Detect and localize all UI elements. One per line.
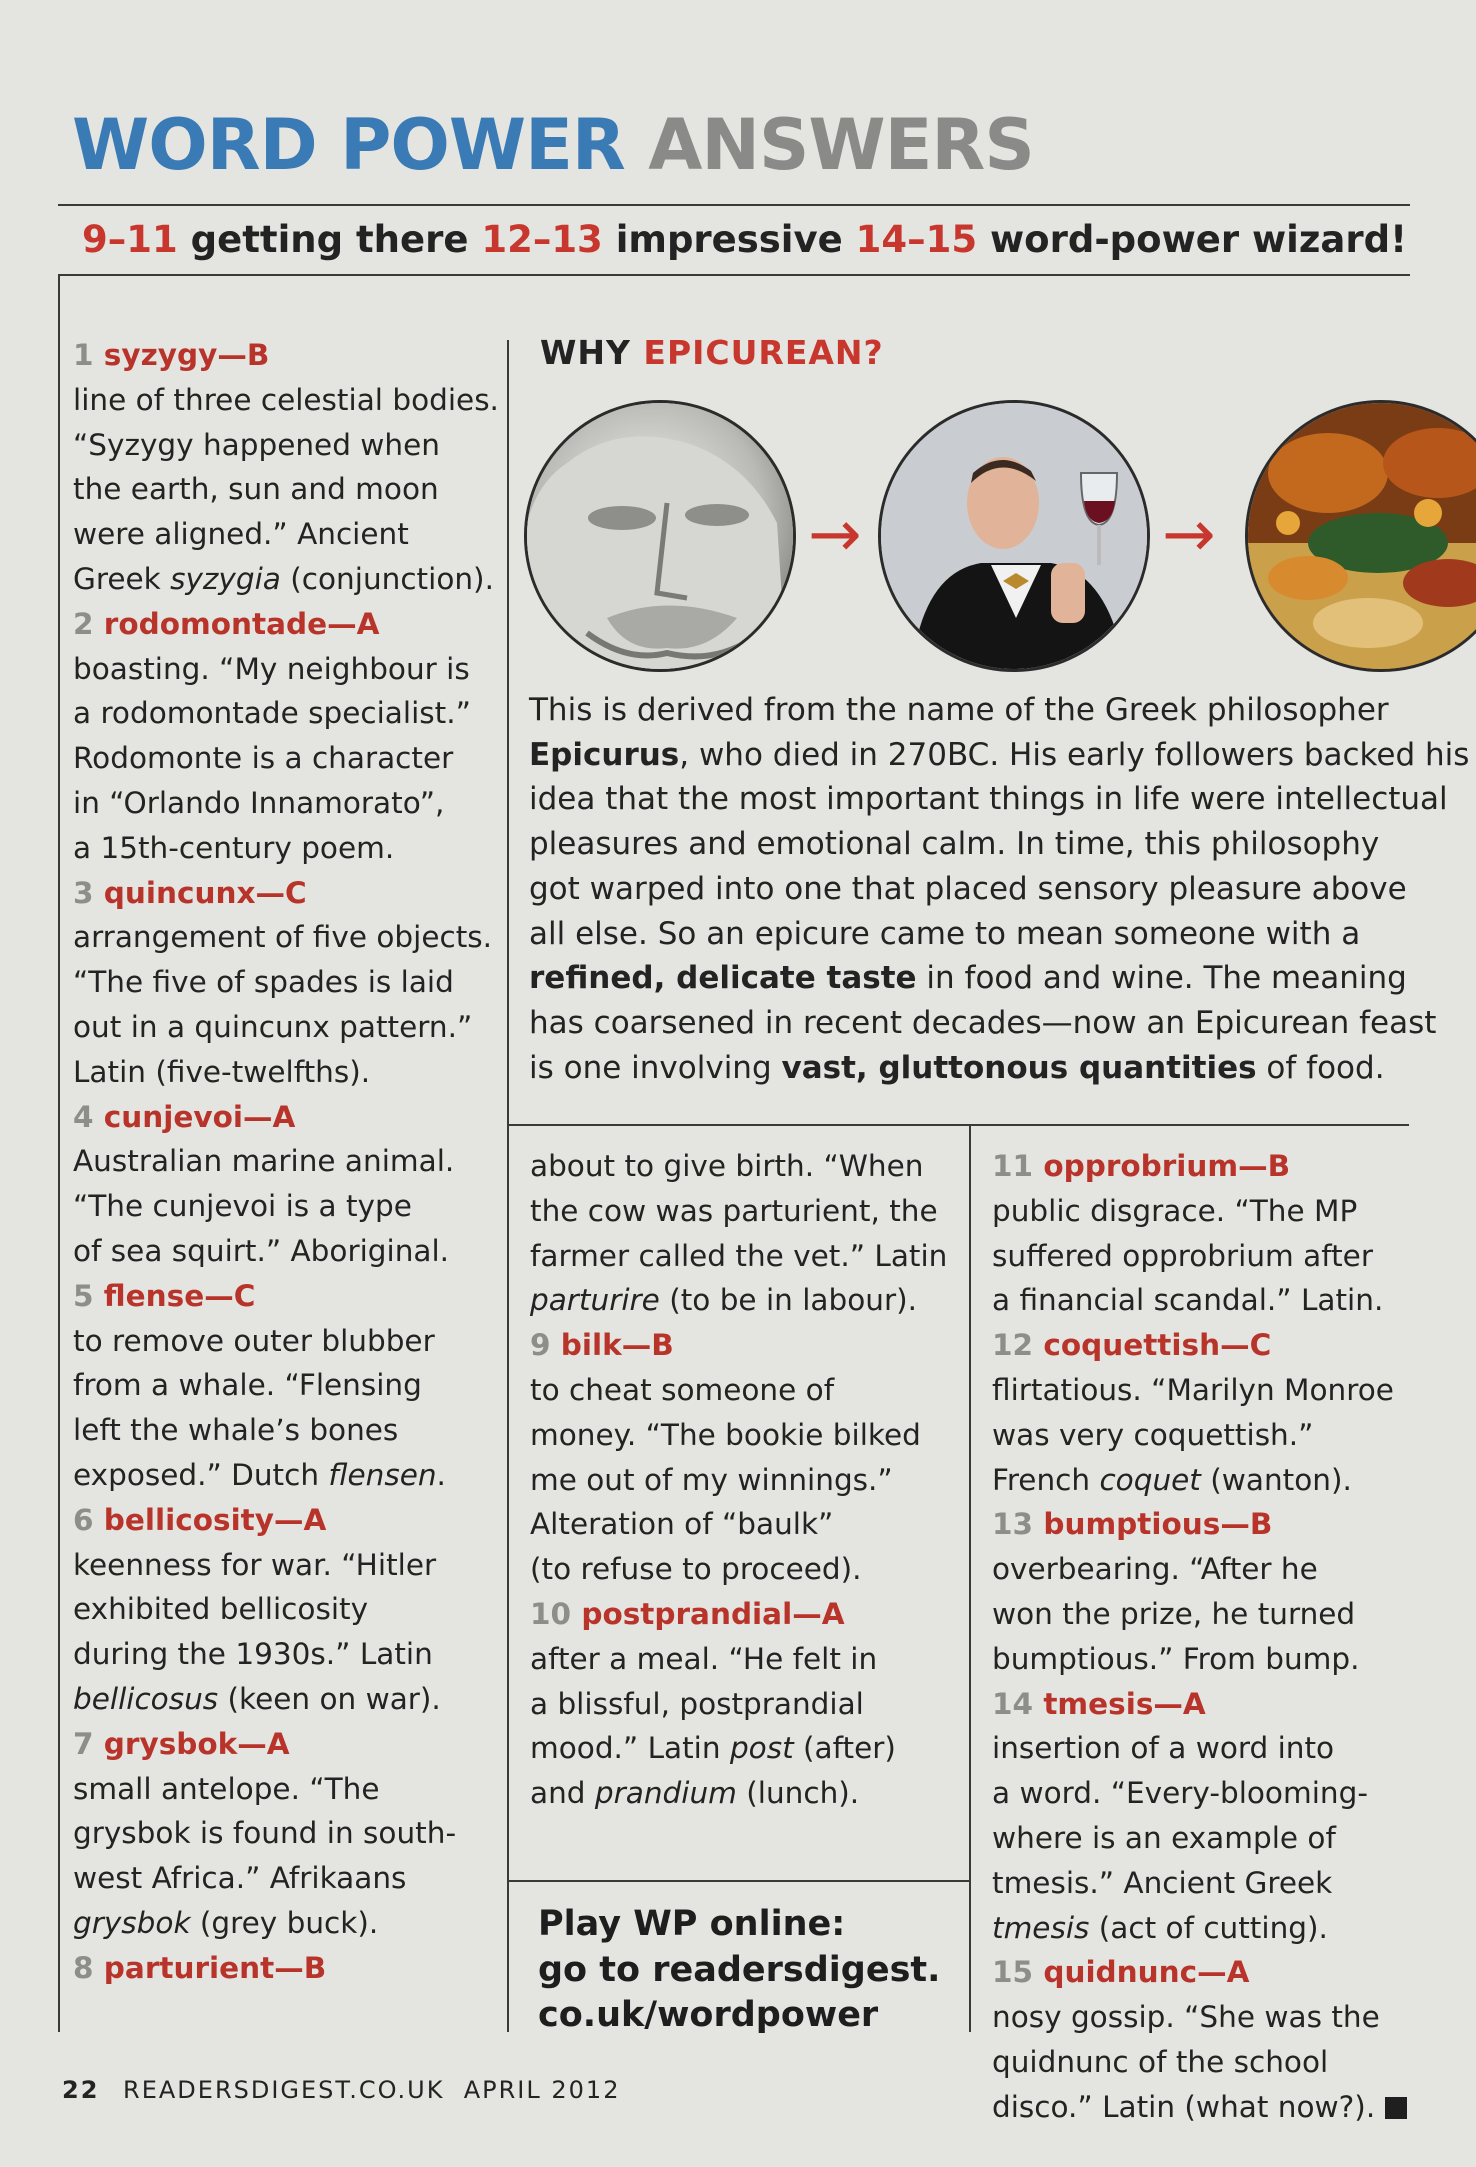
entry-answer: —C (1220, 1328, 1272, 1363)
entry-text-line: public disgrace. “The MP (992, 1193, 1358, 1228)
explanation-line: has coarsened in recent decades—now an Epicurean feast (529, 1004, 1437, 1041)
publication-name: READERSDIGEST.CO.UK (123, 2076, 445, 2104)
play-online-promo (538, 1902, 940, 2039)
entry-text-line: French coquet (wanton). (992, 1462, 1352, 1497)
entry-word: tmesis (1043, 1686, 1154, 1721)
entry-number: 11 (992, 1149, 1044, 1183)
arrow-right-icon-2: → (1162, 498, 1216, 572)
explanation-line: got warped into one that placed sensory pleasure above (529, 870, 1407, 907)
entry-text-line: nosy gossip. “She was the (992, 2000, 1380, 2035)
entry-text-line: grysbok is found in south- (73, 1816, 457, 1851)
entry-heading (530, 1323, 947, 1368)
entry-text-line: boasting. “My neighbour is (73, 651, 470, 686)
entry-text-line: and prandium (lunch). (530, 1776, 860, 1811)
answers-column-1 (73, 333, 499, 1990)
entry-text-line: bellicosus (keen on war). (73, 1681, 441, 1716)
entry-text-line: exposed.” Dutch flensen. (73, 1457, 446, 1492)
entry-answer: —B (217, 338, 270, 372)
entry-text-line: money. “The bookie bilked (530, 1417, 921, 1452)
entry-text-line: disco.” Latin (what now?). (992, 2085, 1407, 2130)
entry-text-line: from a whale. “Flensing (73, 1368, 422, 1403)
why-heading-word: EPICUREAN? (643, 333, 884, 372)
entry-heading (73, 333, 499, 378)
entry-heading (992, 1144, 1407, 1189)
entry-heading (992, 1682, 1407, 1727)
section-rule-promo (507, 1880, 969, 1882)
page-footer (62, 2076, 620, 2104)
entry-number: 7 (73, 1726, 104, 1761)
entry-text-line: a word. “Every-blooming- (992, 1776, 1368, 1811)
column-rule-mid (507, 340, 509, 2032)
entry-text-line: insertion of a word into (992, 1731, 1335, 1766)
entry-text-line: Alteration of “baulk” (530, 1507, 834, 1542)
entry-word: postprandial (581, 1596, 793, 1631)
entry-text-line: line of three celestial bodies. (73, 382, 499, 417)
entry-number: 6 (73, 1502, 104, 1537)
entry-number: 9 (530, 1328, 561, 1363)
score-label-3: word-power wizard! (989, 218, 1407, 261)
title-part2: ANSWERS (648, 104, 1034, 186)
entry-text-line: a blissful, postprandial (530, 1686, 864, 1721)
entry-text-line: west Africa.” Afrikaans (73, 1861, 407, 1896)
entry-text-line: farmer called the vet.” Latin (530, 1238, 948, 1273)
entry-answer: —A (237, 1726, 290, 1761)
explanation-line: pleasures and emotional calm. In time, this philosophy (529, 826, 1380, 863)
promo-line-2: go to readersdigest. (538, 1949, 941, 1990)
score-label-2: impressive (615, 218, 843, 261)
entry-number: 4 (73, 1099, 104, 1134)
entry-answer: —C (204, 1278, 256, 1313)
entry-heading (73, 1095, 499, 1140)
entry-text-line: a rodomontade specialist.” (73, 696, 471, 731)
entry-answer: —A (792, 1596, 845, 1631)
epicurus-bust-image (524, 400, 796, 672)
entry-answer: —B (621, 1328, 674, 1363)
entry-word: cunjevoi (103, 1099, 244, 1134)
entry-number: 1 (73, 338, 104, 372)
entry-text-line: suffered opprobrium after (992, 1238, 1373, 1273)
why-epicurean-heading (540, 333, 884, 372)
end-mark-icon (1385, 2097, 1407, 2119)
entry-text-line: flirtatious. “Marilyn Monroe (992, 1372, 1394, 1407)
entry-number: 8 (73, 1950, 104, 1985)
entry-text-line: was very coquettish.” (992, 1417, 1314, 1452)
entry-answer: —A (1153, 1686, 1206, 1721)
entry-word: grysbok (103, 1726, 238, 1761)
entry-answer: —A (1197, 1955, 1250, 1990)
entry-answer: —A (274, 1502, 327, 1537)
entry-text-line: to cheat someone of (530, 1372, 835, 1407)
entry-answer: —C (255, 875, 307, 910)
score-key-bar (58, 204, 1410, 276)
entry-text-line: parturire (to be in labour). (530, 1283, 917, 1318)
entry-word: flense (103, 1278, 205, 1313)
promo-line-3: co.uk/wordpower (538, 1995, 879, 2035)
entry-answer: —B (1238, 1149, 1291, 1183)
entry-number: 12 (992, 1328, 1044, 1363)
entry-word: rodomontade (103, 606, 328, 641)
wine-tasting-image (878, 400, 1150, 672)
entry-text-line: the cow was parturient, the (530, 1193, 938, 1228)
entry-text-line: grysbok (grey buck). (73, 1905, 379, 1940)
entry-text-line: overbearing. “After he (992, 1552, 1318, 1587)
entry-text-line: bumptious.” From bump. (992, 1641, 1360, 1676)
entry-text-line: were aligned.” Ancient (73, 517, 409, 552)
entry-text-line: exhibited bellicosity (73, 1592, 369, 1627)
entry-word: quincunx (103, 875, 256, 910)
entry-text-line: quidnunc of the school (992, 2044, 1329, 2079)
section-rule-epicurean (507, 1124, 1409, 1126)
score-range-2: 12–13 (481, 218, 603, 261)
entry-text-line: Rodomonte is a character (73, 741, 454, 776)
answers-column-2 (530, 1144, 947, 1816)
column-rule-left (58, 276, 60, 2032)
entry-answer: —A (243, 1099, 296, 1134)
entry-heading (530, 1592, 947, 1637)
entry-heading (73, 1722, 499, 1767)
entry-word: parturient (103, 1950, 275, 1985)
answers-column-3 (992, 1144, 1407, 2130)
epicurean-explanation (529, 688, 1469, 1090)
explanation-line: is one involving vast, gluttonous quantities of food. (529, 1049, 1385, 1086)
explanation-line: all else. So an epicure came to mean someone with a (529, 915, 1361, 952)
explanation-line: This is derived from the name of the Greek philosopher (529, 692, 1389, 728)
entry-text-line: about to give birth. “When (530, 1149, 924, 1183)
promo-line-1: Play WP online: (538, 1904, 846, 1944)
entry-text-line: a financial scandal.” Latin. (992, 1283, 1384, 1318)
entry-answer: —B (1220, 1507, 1273, 1542)
entry-text-line: in “Orlando Innamorato”, (73, 785, 445, 820)
feast-image (1245, 400, 1476, 672)
entry-text-line: Latin (five-twelfths). (73, 1054, 371, 1089)
entry-answer: —B (274, 1950, 327, 1985)
entry-number: 13 (992, 1507, 1044, 1542)
entry-text-line: “The cunjevoi is a type (73, 1189, 412, 1224)
issue-date: APRIL 2012 (463, 2076, 621, 2104)
entry-text-line: tmesis (act of cutting). (992, 1910, 1328, 1945)
column-rule-right (969, 1124, 971, 2032)
explanation-line: idea that the most important things in life were intellectual (529, 781, 1448, 818)
entry-text-line: Australian marine animal. (73, 1144, 455, 1179)
entry-text-line: a 15th-century poem. (73, 830, 395, 865)
entry-text-line: mood.” Latin post (after) (530, 1731, 896, 1766)
entry-text-line: during the 1930s.” Latin (73, 1637, 433, 1672)
entry-word: coquettish (1043, 1328, 1221, 1363)
entry-word: syzygy (103, 338, 218, 372)
entry-number: 14 (992, 1686, 1044, 1721)
entry-number: 15 (992, 1955, 1044, 1990)
page-title (72, 104, 1034, 186)
entry-number: 2 (73, 606, 104, 641)
entry-text-line: to remove outer blubber (73, 1323, 435, 1358)
score-range-3: 14–15 (855, 218, 978, 261)
entry-heading (73, 1498, 499, 1543)
why-heading-prefix: WHY (540, 333, 644, 372)
entry-word: bilk (560, 1328, 622, 1363)
entry-text-line: arrangement of five objects. (73, 920, 493, 955)
entry-text-line: won the prize, he turned (992, 1596, 1356, 1631)
entry-word: quidnunc (1043, 1955, 1198, 1990)
entry-word: bumptious (1043, 1507, 1221, 1542)
entry-text-line: “Syzygy happened when (73, 427, 440, 462)
entry-text-line: me out of my winnings.” (530, 1462, 893, 1497)
entry-heading (73, 602, 499, 647)
explanation-line: Epicurus, who died in 270BC. His early followers backed his (529, 736, 1470, 773)
entry-text-line: (to refuse to proceed). (530, 1552, 862, 1587)
entry-text-line: keenness for war. “Hitler (73, 1547, 437, 1582)
entry-heading (73, 871, 499, 916)
entry-text-line: left the whale’s bones (73, 1413, 399, 1448)
entry-text-line: after a meal. “He felt in (530, 1641, 878, 1676)
entry-number: 3 (73, 875, 104, 910)
entry-answer: —A (327, 606, 380, 641)
entry-text-line: where is an example of (992, 1820, 1336, 1855)
entry-heading (992, 1323, 1407, 1368)
entry-word: opprobrium (1043, 1149, 1239, 1183)
entry-text-line: tmesis.” Ancient Greek (992, 1865, 1333, 1900)
entry-text-line: small antelope. “The (73, 1771, 380, 1806)
entry-heading (73, 1946, 499, 1991)
entry-heading (73, 1274, 499, 1319)
title-part1: WORD POWER (72, 104, 625, 186)
entry-text-line: Greek syzygia (conjunction). (73, 561, 494, 596)
page-number: 22 (62, 2076, 100, 2104)
entry-number: 5 (73, 1278, 104, 1313)
score-label-1: getting there (190, 218, 469, 261)
entry-heading (992, 1502, 1407, 1547)
arrow-right-icon: → (808, 498, 862, 572)
entry-text-line: “The five of spades is laid (73, 965, 454, 1000)
explanation-line: refined, delicate taste in food and wine. The meaning (529, 960, 1407, 997)
entry-text-line: out in a quincunx pattern.” (73, 1009, 473, 1044)
entry-number: 10 (530, 1596, 582, 1631)
entry-text-line: the earth, sun and moon (73, 472, 439, 507)
score-range-1: 9–11 (82, 218, 178, 261)
entry-word: bellicosity (103, 1502, 275, 1537)
entry-heading (992, 1950, 1407, 1995)
entry-text-line: of sea squirt.” Aboriginal. (73, 1233, 450, 1268)
